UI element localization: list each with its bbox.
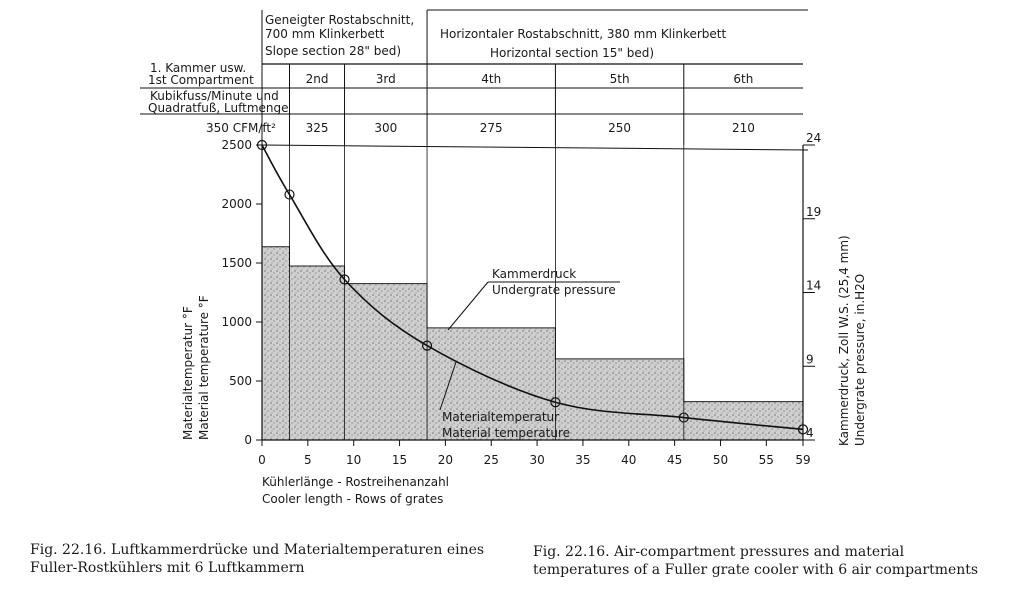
y2-tick-label-4: 4	[806, 426, 814, 440]
compartment-label-5: 5th	[609, 72, 630, 86]
x-tick-label-59: 59	[795, 453, 811, 467]
horizontal-line-1: Horizontaler Rostabschnitt, 380 mm Klinkerbett	[440, 27, 727, 41]
y-axis-label-de: Materialtemperatur °F	[181, 306, 195, 440]
y-tick-label-0: 0	[244, 433, 252, 447]
y2-axis-label-en: Undergrate pressure, in.H2O	[853, 273, 867, 446]
compartment-label-4: 4th	[481, 72, 502, 86]
y-tick-label-2000: 2000	[221, 197, 252, 211]
y-tick-label-500: 500	[229, 374, 252, 388]
slope-line-2: 700 mm Klinkerbett	[265, 27, 385, 41]
header-section	[140, 10, 808, 145]
x-tick-label-5: 5	[304, 453, 312, 467]
y-tick-label-1000: 1000	[221, 315, 252, 329]
horizontal-line-2: Horizontal section 15" bed)	[490, 46, 655, 60]
y2-tick-label-19: 19	[806, 204, 822, 219]
top-reference-line	[262, 145, 808, 150]
x-tick-label-50: 50	[712, 453, 729, 467]
airflow-value-1: 350 CFM/ft²	[206, 121, 276, 135]
y2-axis-ticks	[803, 131, 821, 440]
y-tick-label-1500: 1500	[221, 256, 252, 270]
y2-axis-label-de: Kammerdruck, Zoll W.S. (25,4 mm)	[837, 235, 851, 446]
x-tick-label-0: 0	[258, 453, 266, 467]
x-tick-label-35: 35	[575, 453, 591, 467]
x-tick-label-15: 15	[391, 453, 408, 467]
compartment-row-line-2: 1st Compartment	[148, 73, 254, 87]
airflow-value-6: 210	[731, 121, 755, 135]
airflow-label-line-1: Kubikfuss/Minute und	[150, 89, 279, 103]
caption-english: Fig. 22.16. Air-compartment pressures and material temperatures of a Fuller grate cooler with 6 air compartments	[533, 544, 979, 578]
pressure-annotation-en: Undergrate pressure	[492, 283, 616, 297]
compartment-row-line-1: 1. Kammer usw.	[150, 61, 247, 75]
airflow-value-2: 325	[305, 121, 329, 135]
airflow-value-3: 300	[374, 121, 398, 135]
x-tick-label-30: 30	[529, 453, 545, 467]
airflow-value-4: 275	[479, 121, 503, 135]
y-tick-label-2500: 2500	[221, 138, 252, 152]
airflow-label-line-2: Quadratfuß, Luftmenge	[148, 101, 289, 115]
pressure-annotation	[448, 267, 620, 330]
material-annotation-en: Material temperature	[442, 426, 570, 440]
compartment-label-2: 2nd	[305, 72, 329, 86]
x-axis-label-de: Kühlerlänge - Rostreihenanzahl	[262, 475, 450, 489]
x-tick-label-40: 40	[621, 453, 637, 467]
x-tick-label-45: 45	[666, 453, 683, 467]
y-axis-ticks	[221, 138, 262, 447]
caption-german: Fig. 22.16. Luftkammerdrücke und Materialtemperaturen eines Fuller-Rostkühlers mit 6 Luftkammern	[30, 542, 485, 576]
x-axis-label-en: Cooler length - Rows of grates	[262, 492, 444, 506]
compartment-label-6: 6th	[733, 72, 754, 86]
slope-line-3: Slope section 28" bed)	[265, 44, 402, 58]
y-axis-label-en: Material temperature °F	[197, 295, 211, 440]
x-tick-label-25: 25	[483, 453, 499, 467]
y2-tick-label-9: 9	[806, 352, 814, 367]
x-axis-ticks	[258, 440, 810, 467]
pressure-annotation-de: Kammerdruck	[492, 267, 577, 281]
x-tick-label-55: 55	[758, 453, 774, 467]
airflow-value-5: 250	[608, 121, 632, 135]
slope-line-1: Geneigter Rostabschnitt,	[265, 13, 415, 27]
compartment-label-3: 3rd	[375, 72, 396, 86]
material-annotation-de: Materialtemperatur	[442, 410, 560, 424]
x-tick-label-20: 20	[437, 453, 454, 467]
x-tick-label-10: 10	[346, 453, 362, 467]
y2-tick-label-24: 24	[806, 131, 822, 145]
y2-tick-label-14: 14	[806, 278, 822, 293]
